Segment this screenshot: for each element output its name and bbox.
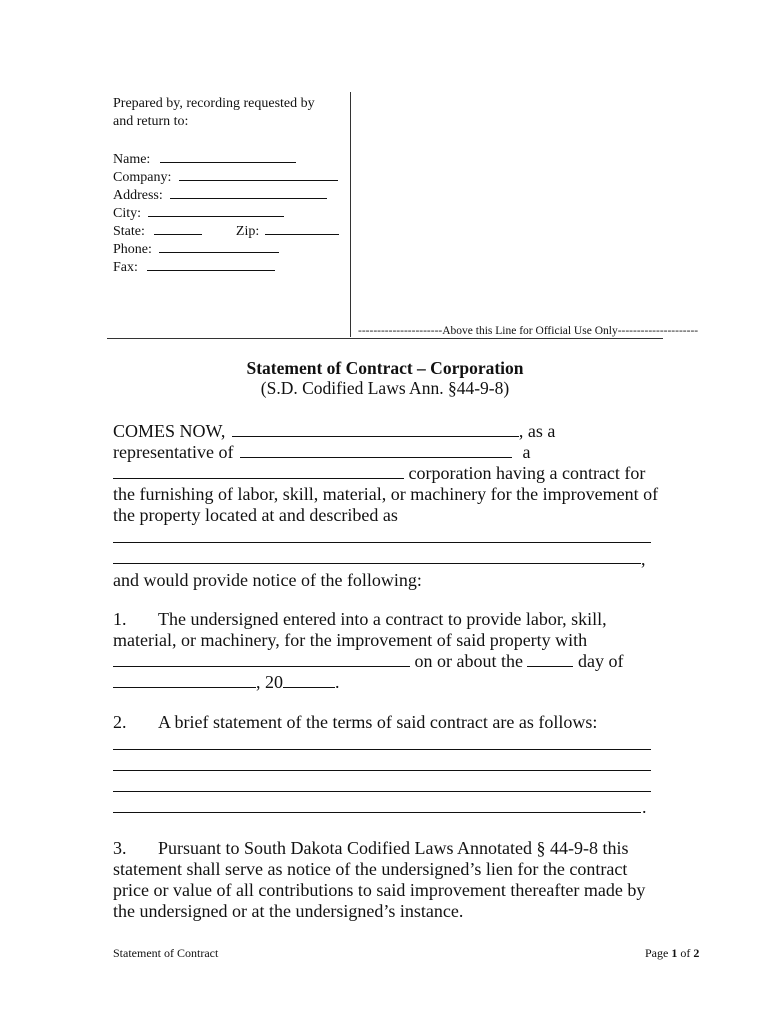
property-description-line-2[interactable] xyxy=(113,563,641,564)
item-2-number: 2. xyxy=(113,712,127,732)
city-label: City: xyxy=(113,206,142,221)
prepared-line2: and return to: xyxy=(113,114,189,129)
property-located-line: the property located at and described as xyxy=(113,505,398,525)
address-label: Address: xyxy=(113,188,163,203)
state-field[interactable] xyxy=(154,220,202,235)
as-a-label: , as a xyxy=(518,421,556,441)
comes-now-row xyxy=(113,420,555,442)
item-2-text: A brief statement of the terms of said contract are as follows: xyxy=(158,712,598,732)
company-label: Company: xyxy=(113,170,172,185)
name-label: Name: xyxy=(113,152,151,167)
document-title: Statement of Contract – Corporation xyxy=(246,358,524,378)
year-field[interactable] xyxy=(283,671,335,688)
document-subtitle: (S.D. Codified Laws Ann. §44-9-8) xyxy=(260,378,510,398)
phone-field[interactable] xyxy=(159,238,279,253)
year-prefix-label: , 20 xyxy=(256,672,283,692)
item-3-line-4: the undersigned or at the undersigned’s instance. xyxy=(113,901,464,921)
item-3-line-3: price or value of all contributions to said improvement thereafter made by xyxy=(113,880,646,900)
terms-line-4[interactable] xyxy=(113,812,641,813)
footer-page-number xyxy=(645,946,699,960)
day-of-label: day of xyxy=(577,651,624,671)
item-1-party-row xyxy=(113,650,623,672)
representative-row xyxy=(113,441,530,463)
item-1-date-row xyxy=(113,671,340,693)
a-label: a xyxy=(522,442,531,462)
representative-of-label: representative of xyxy=(113,442,234,462)
city-field[interactable] xyxy=(148,202,284,217)
date-period: . xyxy=(335,672,340,692)
item-3-line-1: Pursuant to South Dakota Codified Laws Annotated § 44-9-8 this xyxy=(158,838,629,858)
property-description-line-1[interactable] xyxy=(113,542,651,543)
fax-row xyxy=(113,256,275,277)
corporation-having-label: corporation having a contract for xyxy=(408,463,646,483)
month-field[interactable] xyxy=(113,671,256,688)
company-field[interactable] xyxy=(179,166,338,181)
page-total: 2 xyxy=(693,946,700,960)
phone-label: Phone: xyxy=(113,242,152,257)
fax-label: Fax: xyxy=(113,260,138,275)
page-current: 1 xyxy=(671,946,678,960)
terms-period: . xyxy=(642,797,647,817)
item-1-line-1: The undersigned entered into a contract to provide labor, skill, xyxy=(158,609,607,629)
item-3-line-2: statement shall serve as notice of the undersigned’s lien for the contract xyxy=(113,859,628,879)
representative-name-field[interactable] xyxy=(232,420,519,437)
prepared-by-label xyxy=(113,95,315,113)
contracting-party-field[interactable] xyxy=(113,650,410,667)
item-3-number: 3. xyxy=(113,838,127,858)
address-field[interactable] xyxy=(170,184,327,199)
terms-line-3[interactable] xyxy=(113,791,651,792)
prepared-line1: Prepared by, recording requested by xyxy=(113,96,315,111)
day-field[interactable] xyxy=(527,650,573,667)
official-use-label: ----------------------Above this Line for Official Use Only--------------------- xyxy=(358,325,699,337)
fax-field[interactable] xyxy=(147,256,275,271)
footer-document-name: Statement of Contract xyxy=(113,946,219,960)
furnishing-line: the furnishing of labor, skill, material, or machinery for the improvement of xyxy=(113,484,659,504)
header-horizontal-divider xyxy=(107,338,663,339)
of-label: of xyxy=(680,946,691,960)
item-1-line-2: material, or machinery, for the improvement of said property with xyxy=(113,630,588,650)
provide-notice-line: and would provide notice of the following: xyxy=(113,570,422,590)
header-vertical-divider xyxy=(350,92,351,337)
on-or-about-label: on or about the xyxy=(414,651,523,671)
corporation-row xyxy=(113,462,645,484)
item-1-number: 1. xyxy=(113,609,127,629)
corporation-name-field[interactable] xyxy=(240,441,512,458)
return-to-label xyxy=(113,113,188,131)
state-label: State: xyxy=(113,224,145,239)
name-field[interactable] xyxy=(160,148,296,163)
corporation-type-field[interactable] xyxy=(113,462,404,479)
zip-field[interactable] xyxy=(265,220,339,235)
property-comma: , xyxy=(641,549,646,569)
comes-now-label: COMES NOW, xyxy=(113,421,226,441)
page-label: Page xyxy=(645,946,669,960)
terms-line-2[interactable] xyxy=(113,770,651,771)
zip-label: Zip: xyxy=(235,224,260,239)
terms-line-1[interactable] xyxy=(113,749,651,750)
